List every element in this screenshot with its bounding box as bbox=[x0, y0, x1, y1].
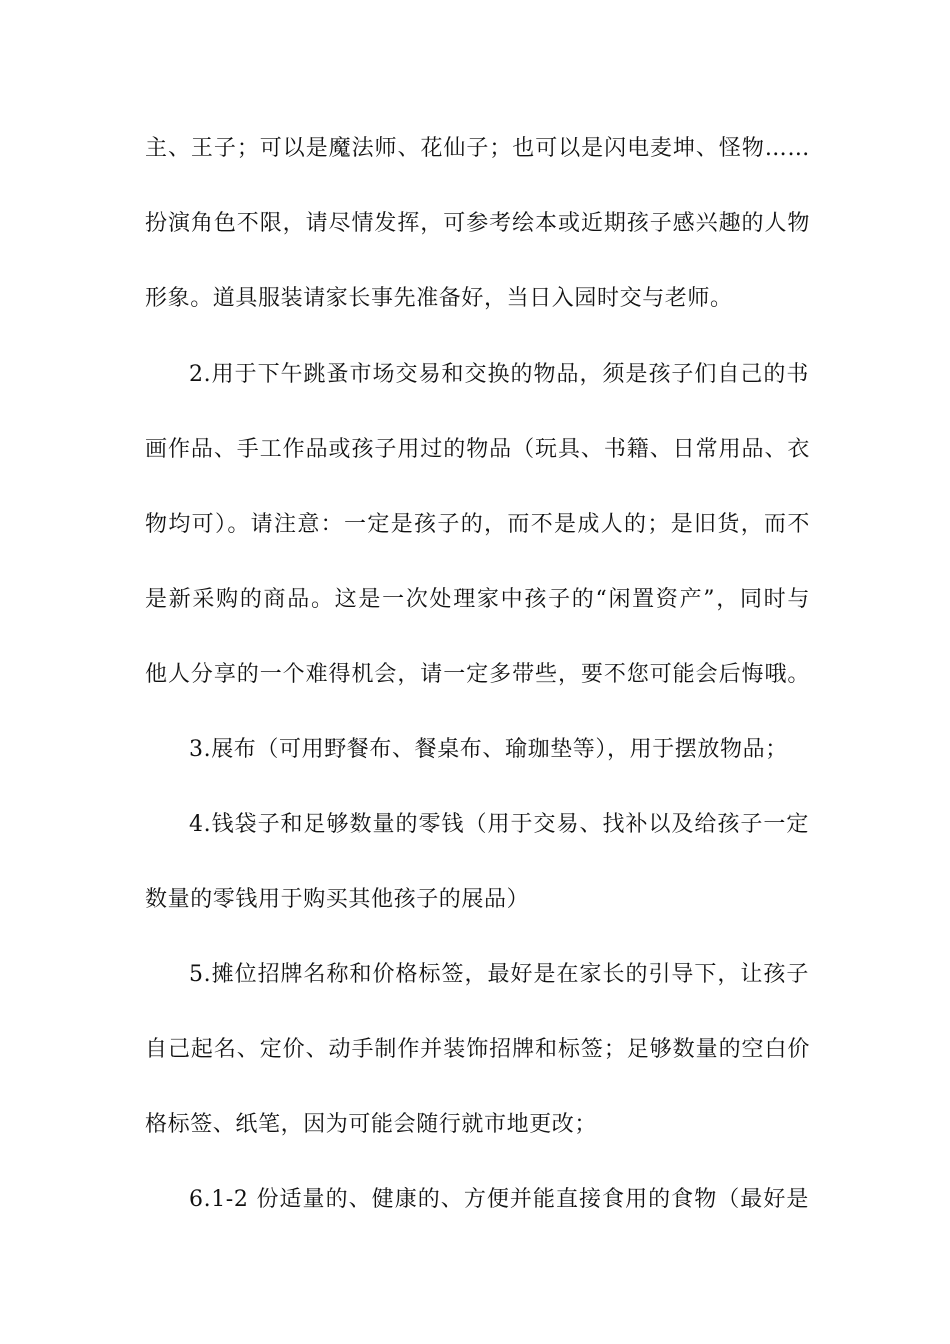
text-line: 扮演角色不限，请尽情发挥，可参考绘本或近期孩子感兴趣的人物 bbox=[145, 211, 810, 236]
text-line: 他人分享的一个难得机会，请一定多带些，要不您可能会后悔哦。 bbox=[145, 662, 810, 687]
text-line: 2.用于下午跳蚤市场交易和交换的物品，须是孩子们自己的书 bbox=[189, 362, 809, 387]
text-line: 画作品、手工作品或孩子用过的物品（玩具、书籍、日常用品、衣 bbox=[145, 437, 810, 462]
text-line: 是新采购的商品。这是一次处理家中孩子的“闲置资产”，同时与 bbox=[145, 587, 810, 612]
text-line: 形象。道具服装请家长事先准备好，当日入园时交与老师。 bbox=[145, 286, 733, 311]
text-line: 物均可）。请注意：一定是孩子的，而不是成人的；是旧货，而不 bbox=[145, 512, 810, 537]
text-line: 6.1-2 份适量的、健康的、方便并能直接食用的食物（最好是 bbox=[189, 1187, 809, 1212]
text-line: 格标签、纸笔，因为可能会随行就市地更改； bbox=[145, 1112, 598, 1137]
text-line: 4.钱袋子和足够数量的零钱（用于交易、找补以及给孩子一定 bbox=[189, 812, 809, 837]
text-line: 主、王子；可以是魔法师、花仙子；也可以是闪电麦坤、怪物…… bbox=[145, 136, 810, 161]
text-line: 5.摊位招牌名称和价格标签，最好是在家长的引导下，让孩子 bbox=[189, 962, 809, 987]
text-line: 自己起名、定价、动手制作并装饰招牌和标签；足够数量的空白价 bbox=[145, 1037, 810, 1062]
text-line: 3.展布（可用野餐布、餐桌布、瑜珈垫等），用于摆放物品； bbox=[189, 737, 788, 762]
text-line: 数量的零钱用于购买其他孩子的展品） bbox=[145, 887, 530, 912]
